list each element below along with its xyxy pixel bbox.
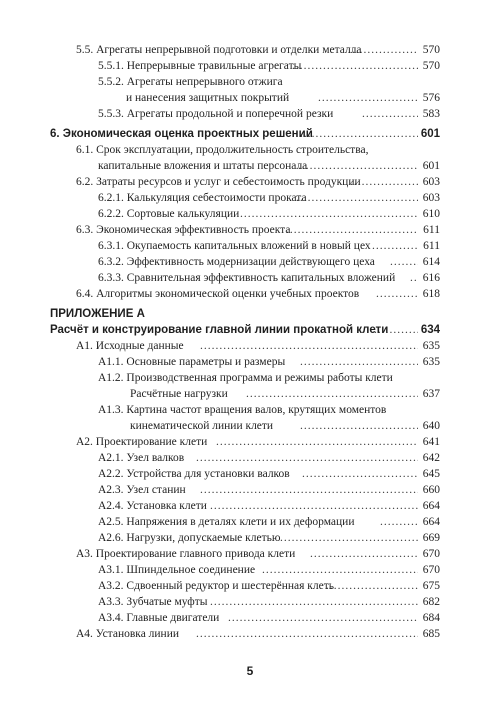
toc-entry-text: 6.3.3. Сравнительная эффективность капитальных вложений [98, 272, 396, 284]
toc-entry [0, 238, 500, 254]
toc-entry [0, 434, 500, 450]
leader-dots [280, 530, 418, 546]
toc-entry-text: А1.3. Картина частот вращения валов, крутящих моментов [98, 404, 387, 416]
toc-entry-page: 583 [422, 108, 440, 120]
toc-entry [0, 402, 500, 418]
toc-entry [0, 482, 500, 498]
toc-entry-page: 660 [422, 484, 440, 496]
toc-entry-page: 601 [422, 160, 440, 172]
leader-dots [216, 434, 418, 450]
toc-entry-page: 635 [422, 340, 440, 352]
toc-entry [0, 386, 500, 402]
toc-entry [0, 466, 500, 482]
toc-entry-page: 675 [422, 580, 440, 592]
toc-entry-page: 616 [422, 272, 440, 284]
toc-entry-text: А1.1. Основные параметры и размеры [98, 356, 286, 368]
toc-entry-text: 5.5.1. Непрерывные травильные агрегаты [98, 60, 302, 72]
toc-entry-page: 664 [422, 500, 440, 512]
toc-entry-page: 670 [422, 564, 440, 576]
leader-dots [286, 222, 418, 238]
toc-entry-page: 610 [422, 208, 440, 220]
toc-entry [0, 578, 500, 594]
toc-entry-page: 570 [422, 44, 440, 56]
toc-entry [0, 206, 500, 222]
toc-entry-text: 6.2.2. Сортовые калькуляции [98, 208, 240, 220]
toc-chapter [0, 126, 500, 142]
toc-entry [0, 370, 500, 386]
toc-entry-text: 6.4. Алгоритмы экономической оценки учебных проектов [76, 288, 360, 300]
toc-entry-text: А3. Проектирование главного привода клети [76, 548, 296, 560]
toc-entry-text: А1. Исходные данные [76, 340, 184, 352]
toc-entry-page: 670 [422, 548, 440, 560]
toc-entry-page: 611 [423, 224, 440, 236]
toc-entry-text: А2.6. Нагрузки, допускаемые клетью [98, 532, 281, 544]
toc-entry-page: 641 [422, 436, 440, 448]
toc-entry [0, 158, 500, 174]
toc-entry-page: 603 [422, 192, 440, 204]
toc-entry-page: 618 [422, 288, 440, 300]
toc-entry-page: 635 [422, 356, 440, 368]
toc-entry [0, 90, 500, 106]
toc-entry [0, 546, 500, 562]
toc-entry-page: 669 [422, 532, 440, 544]
toc-entry [0, 74, 500, 90]
toc-entry-page: 684 [422, 612, 440, 624]
toc-entry-text: 6.2. Затраты ресурсов и услуг и себестоимость продукции [76, 176, 361, 188]
toc-entry-page: 601 [420, 128, 440, 140]
toc-entry-text: А1.2. Производственная программа и режимы работы клети [98, 372, 393, 384]
leader-dots [262, 562, 418, 578]
toc-entry-text: А3.2. Сдвоенный редуктор и шестерённая клеть [98, 580, 334, 592]
toc-entry [0, 190, 500, 206]
toc-entry [0, 418, 500, 434]
toc-entry [0, 530, 500, 546]
leader-dots [210, 594, 418, 610]
toc-entry-page: 645 [422, 468, 440, 480]
toc-entry-page: 637 [422, 388, 440, 400]
toc-entry-text: 6. Экономическая оценка проектных решений [50, 128, 313, 140]
toc-entry-page: 634 [420, 324, 440, 336]
toc-entry-text: А3.1. Шпиндельное соединение [98, 564, 256, 576]
toc-entry [0, 498, 500, 514]
leader-dots [210, 498, 418, 514]
leader-dots [196, 450, 418, 466]
toc-entry [0, 142, 500, 158]
toc-entry-text: 6.1. Срок эксплуатации, продолжительность строительства, [76, 144, 369, 156]
toc-entry-text: А2. Проектирование клети [76, 436, 208, 448]
leader-dots [196, 626, 418, 642]
toc-chapter [0, 322, 500, 338]
toc-entry-text: 5.5.3. Агрегаты продольной и поперечной резки [98, 108, 334, 120]
toc-entry-text: А4. Установка линии [76, 628, 180, 640]
toc-entry-text: А2.3. Узел станин [98, 484, 186, 496]
toc-entry [0, 270, 500, 286]
leader-dots [246, 386, 418, 402]
toc-entry [0, 626, 500, 642]
toc-entry [0, 222, 500, 238]
toc-entry-page: 664 [422, 516, 440, 528]
toc-entry-page: 685 [422, 628, 440, 640]
toc-entry [0, 286, 500, 302]
toc-entry [0, 354, 500, 370]
toc-entry-page: 642 [422, 452, 440, 464]
leader-dots [228, 610, 418, 626]
toc-entry-text: 6.3.2. Эффективность модернизации действующего цеха [98, 256, 375, 268]
toc-entry [0, 254, 500, 270]
toc-entry-text: капитальные вложения и штаты персонала [98, 160, 308, 172]
toc-entry-page: 570 [422, 60, 440, 72]
toc-entry-page: 576 [422, 92, 440, 104]
toc-entry-text: 6.3. Экономическая эффективность проекта [76, 224, 291, 236]
toc-entry [0, 610, 500, 626]
toc-entry-text: 5.5. Агрегаты непрерывной подготовки и отделки металла [76, 44, 362, 56]
toc-entry [0, 562, 500, 578]
toc-entry-text: А3.3. Зубчатые муфты [98, 596, 208, 608]
toc-entry-text: 6.3.1. Окупаемость капитальных вложений в новый цех [98, 240, 371, 252]
toc-entry-text: кинематической линии клети [130, 420, 274, 432]
leader-dots [200, 338, 418, 354]
toc-entry [0, 514, 500, 530]
toc-entry-text: А2.1. Узел валков [98, 452, 185, 464]
leader-dots [200, 482, 418, 498]
toc-entry [0, 450, 500, 466]
appendix-heading: ПРИЛОЖЕНИЕ А [50, 308, 145, 320]
toc-entry-text: А2.5. Напряжения в деталях клети и их деформации [98, 516, 355, 528]
toc-entry-page: 614 [422, 256, 440, 268]
leader-dots [240, 206, 418, 222]
toc-entry-page: 682 [422, 596, 440, 608]
toc-entry-text: Расчётные нагрузки [130, 388, 228, 400]
toc-entry [0, 58, 500, 74]
toc-entry-text: Расчёт и конструирование главной линии прокатной клети [50, 324, 389, 336]
toc-entry-text: А2.4. Установка клети [98, 500, 207, 512]
toc-entry-text: 5.5.2. Агрегаты непрерывного отжига [98, 76, 283, 88]
toc-entry-page: 611 [423, 240, 440, 252]
toc-entry [0, 338, 500, 354]
toc-entry-text: 6.2.1. Калькуляция себестоимости проката [98, 192, 307, 204]
toc-entry-text: А3.4. Главные двигатели [98, 612, 220, 624]
toc-entry-text: и нанесения защитных покрытий [126, 92, 290, 104]
toc-entry [0, 106, 500, 122]
toc-entry-text: А2.2. Устройства для установки валков [98, 468, 290, 480]
toc-entry-page: 603 [422, 176, 440, 188]
toc-entry [0, 42, 500, 58]
page-number: 5 [246, 664, 254, 678]
toc-entry-page: 640 [422, 420, 440, 432]
toc-entry [0, 174, 500, 190]
toc-entry [0, 594, 500, 610]
